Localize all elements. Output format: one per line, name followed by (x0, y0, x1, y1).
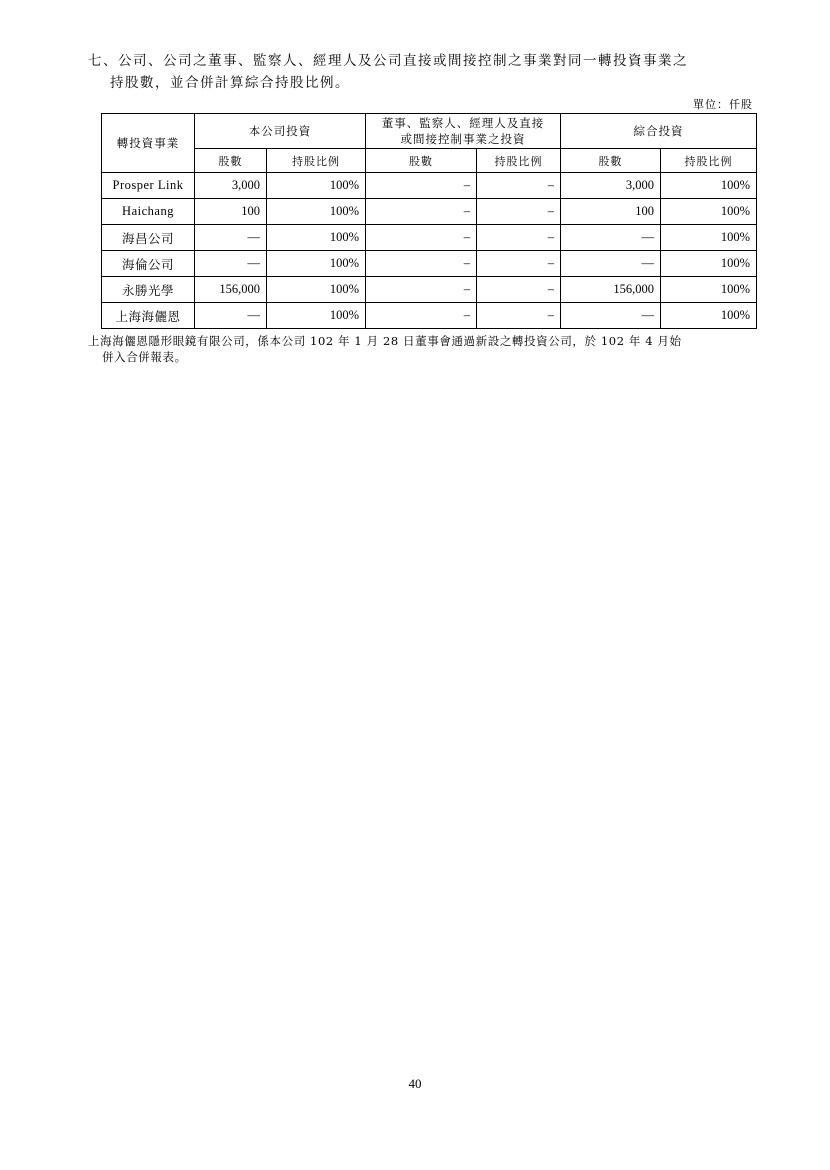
table-row (102, 225, 757, 251)
own-shares: — (195, 303, 267, 329)
table-row (102, 303, 757, 329)
related-ratio: – (477, 225, 561, 251)
own-ratio: 100% (267, 303, 366, 329)
own-ratio: 100% (267, 173, 366, 199)
combined-shares: — (561, 251, 661, 277)
header-entity: 轉投資事業 (102, 114, 195, 173)
entity-name: 海昌公司 (102, 225, 195, 251)
own-shares: — (195, 251, 267, 277)
table-row (102, 251, 757, 277)
table-row (102, 277, 757, 303)
related-shares: – (366, 251, 477, 277)
combined-ratio: 100% (661, 225, 757, 251)
header-related-investment (366, 114, 561, 149)
own-shares: — (195, 225, 267, 251)
related-shares: – (366, 303, 477, 329)
own-ratio: 100% (267, 277, 366, 303)
header-own-investment: 本公司投資 (195, 114, 366, 149)
section-heading (88, 50, 748, 94)
subheader-ratio: 持股比例 (661, 149, 757, 173)
combined-shares: 100 (561, 199, 661, 225)
combined-ratio: 100% (661, 173, 757, 199)
related-ratio: – (477, 277, 561, 303)
table-header-row (102, 114, 757, 149)
related-ratio: – (477, 251, 561, 277)
table-row (102, 199, 757, 225)
combined-ratio: 100% (661, 251, 757, 277)
related-shares: – (366, 173, 477, 199)
entity-name: 上海海儷恩 (102, 303, 195, 329)
related-shares: – (366, 225, 477, 251)
footnote-line-1: 上海海儷恩隱形眼鏡有限公司，係本公司 102 年 1 月 28 日董事會通過新設之轉投資公司，於 102 年 4 月始 (88, 334, 682, 348)
related-shares: – (366, 199, 477, 225)
combined-shares: — (561, 225, 661, 251)
own-shares: 100 (195, 199, 267, 225)
header-related-line-2: 或間接控制事業之投資 (400, 132, 526, 146)
combined-ratio: 100% (661, 277, 757, 303)
entity-name: Haichang (102, 199, 195, 225)
header-related-line-1: 董事、監察人、經理人及直接 (381, 116, 545, 130)
own-shares: 156,000 (195, 277, 267, 303)
footnote-line-2: 併入合併報表。 (102, 350, 187, 364)
table-subheader-row (102, 149, 757, 173)
heading-line-1: 七、公司、公司之董事、監察人、經理人及公司直接或間接控制之事業對同一轉投資事業之 (88, 53, 688, 69)
header-combined-investment: 綜合投資 (561, 114, 757, 149)
entity-name: 永勝光學 (102, 277, 195, 303)
combined-ratio: 100% (661, 303, 757, 329)
own-ratio: 100% (267, 199, 366, 225)
subheader-ratio: 持股比例 (267, 149, 366, 173)
related-shares: – (366, 277, 477, 303)
combined-ratio: 100% (661, 199, 757, 225)
heading-line-2: 持股數，並合併計算綜合持股比例。 (110, 75, 350, 91)
entity-name: 海倫公司 (102, 251, 195, 277)
subheader-ratio: 持股比例 (477, 149, 561, 173)
combined-shares: 156,000 (561, 277, 661, 303)
investment-table (101, 113, 757, 329)
unit-label: 單位：仟股 (693, 98, 753, 111)
own-ratio: 100% (267, 225, 366, 251)
footnote (88, 333, 758, 365)
combined-shares: 3,000 (561, 173, 661, 199)
page-number: 40 (408, 1076, 422, 1091)
related-ratio: – (477, 303, 561, 329)
subheader-shares: 股數 (561, 149, 661, 173)
combined-shares: — (561, 303, 661, 329)
table-row (102, 173, 757, 199)
subheader-shares: 股數 (195, 149, 267, 173)
entity-name: Prosper Link (102, 173, 195, 199)
related-ratio: – (477, 199, 561, 225)
own-ratio: 100% (267, 251, 366, 277)
related-ratio: – (477, 173, 561, 199)
own-shares: 3,000 (195, 173, 267, 199)
subheader-shares: 股數 (366, 149, 477, 173)
